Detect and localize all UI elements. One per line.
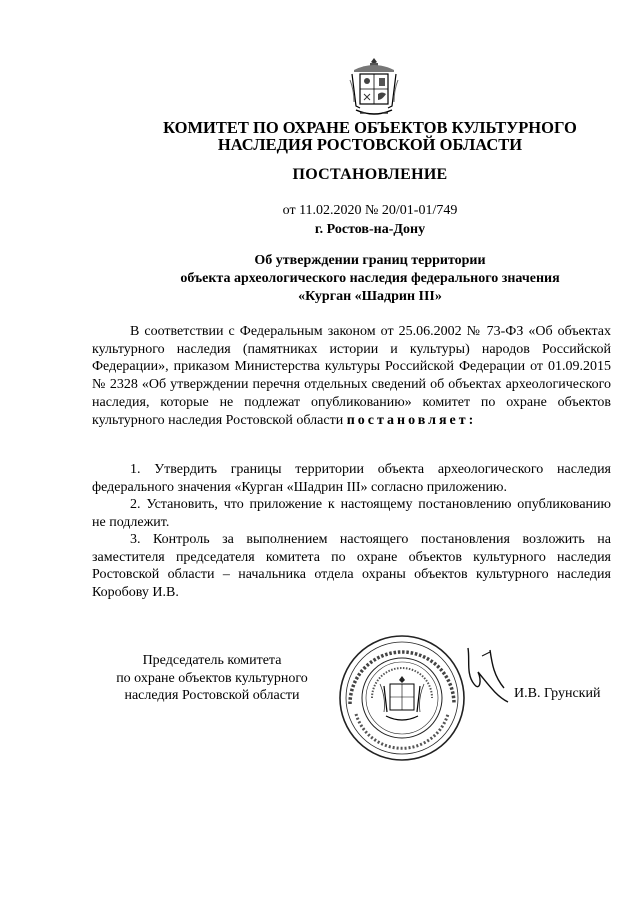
preamble-text: В соответствии с Федеральным законом от 25.06.2002 № 73-ФЗ «Об объектах культурного наследия (памятниках истории и культуры) народов Российской Федерации», приказом Министерства культуры Российской Федерации от 01.09.2015 № 2328 «Об утверждении перечня отдельных сведений об объектах археологического наследия, которые не подлежат опубликованию» комитет по охране объектов культурного наследия Ростовской области [92, 324, 611, 428]
document-title-line1: Об утверждении границ территории [254, 253, 486, 268]
signatory-position-line3: наследия Ростовской области [124, 688, 300, 703]
preamble-paragraph [92, 323, 611, 429]
clause-2: 2. Установить, что приложение к настоящему постановлению опубликованию не подлежит. [92, 497, 611, 530]
signatory-name: И.В. Грунский [514, 686, 601, 701]
resolves-keyword: постановляет: [346, 412, 477, 428]
official-seal-icon [338, 634, 466, 762]
document-title-line3: «Курган «Шадрин III» [298, 289, 442, 304]
document-date-number: от 11.02.2020 № 20/01-01/749 [282, 203, 458, 218]
organization-name-line2: НАСЛЕДИЯ РОСТОВСКОЙ ОБЛАСТИ [217, 135, 523, 154]
signatory-position-line2: по охране объектов культурного [116, 670, 308, 686]
coat-of-arms-icon [346, 56, 402, 118]
document-type: ПОСТАНОВЛЕНИЕ [292, 166, 448, 183]
document-title-line2: объекта археологического наследия федерального значения [180, 271, 560, 286]
clause-1: 1. Утвердить границы территории объекта археологического наследия федерального значения «Курган «Шадрин III» согласно приложению. [92, 462, 611, 495]
signatory-position-line1: Председатель комитета [142, 653, 282, 668]
clause-3: 3. Контроль за выполнением настоящего постановления возложить на заместителя председателя комитета по охране объектов культурного наследия Ростовской области – начальника отдела охраны объектов культурного наследия Коробову И.В. [92, 532, 611, 601]
handwritten-signature [460, 640, 520, 710]
document-city: г. Ростов-на-Дону [314, 222, 426, 237]
organization-name-line1: КОМИТЕТ ПО ОХРАНЕ ОБЪЕКТОВ КУЛЬТУРНОГО [163, 118, 577, 137]
signatory-position [112, 652, 312, 705]
